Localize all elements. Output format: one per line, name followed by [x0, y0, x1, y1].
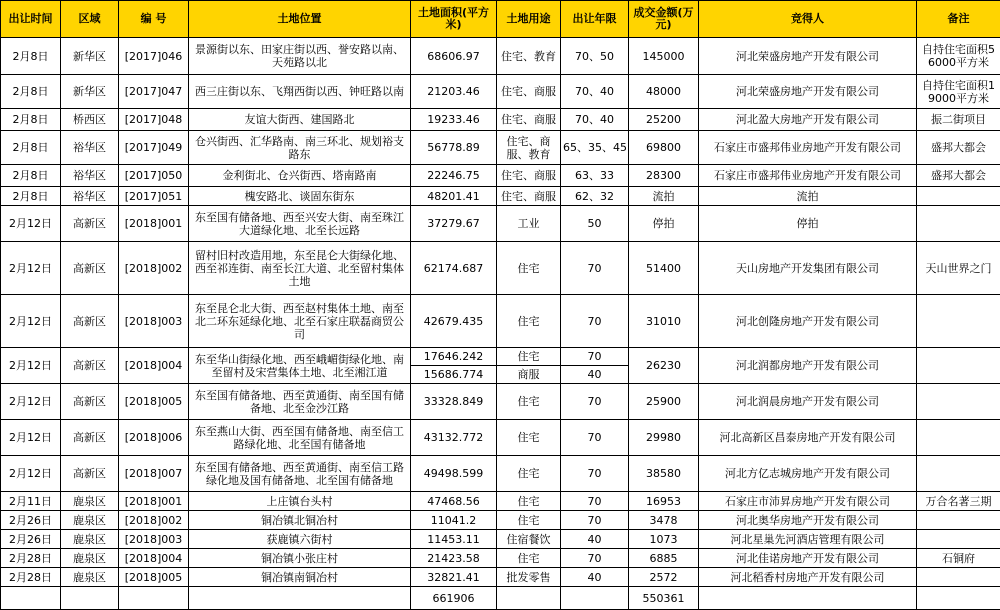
table-row	[1, 568, 1000, 587]
cell-buyer: 河北方亿志城房地产开发有限公司	[699, 456, 917, 492]
cell-term: 40	[561, 568, 629, 587]
table-row	[1, 75, 1000, 109]
cell-area: 新华区	[61, 38, 119, 75]
cell-size: 17646.242	[411, 348, 496, 366]
cell-price: 26230	[629, 348, 699, 384]
cell-term: 70、40	[561, 109, 629, 131]
cell-date: 2月8日	[1, 109, 61, 131]
cell-note: 盛邦大都会	[917, 165, 1000, 187]
cell-buyer: 河北荣盛房地产开发有限公司	[699, 75, 917, 109]
cell-note: 自持住宅面积56000平方米	[917, 38, 1000, 75]
cell-term: 70	[561, 242, 629, 295]
cell-use: 住宅	[497, 549, 561, 568]
cell-use: 住宅	[497, 295, 561, 348]
cell-location: 东至国有储备地、西至黄通街、南至信工路绿化地及国有储备地、北至国有储备地	[189, 456, 411, 492]
cell-price: 25900	[629, 384, 699, 420]
cell-note	[917, 511, 1000, 530]
cell-note: 振二街项目	[917, 109, 1000, 131]
cell-location: 东至华山街绿化地、西至峨嵋街绿化地、南至留村及宋营集体土地、北至湘江道	[189, 348, 411, 384]
cell-price: 16953	[629, 492, 699, 511]
cell-use: 住宅	[497, 384, 561, 420]
table-row	[1, 295, 1000, 348]
cell-buyer: 石家庄市盛邦伟业房地产开发有限公司	[699, 131, 917, 165]
cell-date: 2月12日	[1, 384, 61, 420]
total-price: 550361	[629, 587, 699, 610]
cell-term: 63、33	[561, 165, 629, 187]
cell-note	[917, 420, 1000, 456]
cell-term-split	[561, 348, 629, 384]
cell-use: 住宿餐饮	[497, 530, 561, 549]
cell-price: 38580	[629, 456, 699, 492]
cell-area: 裕华区	[61, 131, 119, 165]
cell-buyer: 天山房地产开发集团有限公司	[699, 242, 917, 295]
cell-code: [2017]048	[119, 109, 189, 131]
cell-term: 70	[561, 456, 629, 492]
cell-use: 住宅、商服	[497, 109, 561, 131]
cell-code: [2018]003	[119, 530, 189, 549]
cell-buyer: 停拍	[699, 206, 917, 242]
cell-note	[917, 384, 1000, 420]
cell-code: [2017]050	[119, 165, 189, 187]
cell-date: 2月12日	[1, 295, 61, 348]
cell-use: 商服	[497, 366, 560, 384]
cell-note	[917, 187, 1000, 206]
cell-term: 70	[561, 384, 629, 420]
header-use: 土地用途	[497, 1, 561, 38]
cell-area: 新华区	[61, 75, 119, 109]
cell-buyer: 河北创隆房地产开发有限公司	[699, 295, 917, 348]
table-row	[1, 456, 1000, 492]
table-row	[1, 511, 1000, 530]
table-row	[1, 165, 1000, 187]
cell-area: 高新区	[61, 348, 119, 384]
cell-size: 42679.435	[411, 295, 497, 348]
cell-area: 高新区	[61, 456, 119, 492]
cell-buyer: 石家庄市盛邦伟业房地产开发有限公司	[699, 165, 917, 187]
cell-location: 上庄镇台头村	[189, 492, 411, 511]
cell-use: 工业	[497, 206, 561, 242]
cell-note: 盛邦大都会	[917, 131, 1000, 165]
table-row	[1, 187, 1000, 206]
table-row	[1, 384, 1000, 420]
cell-date: 2月12日	[1, 206, 61, 242]
cell-price: 29980	[629, 420, 699, 456]
cell-date: 2月12日	[1, 456, 61, 492]
table-row	[1, 131, 1000, 165]
cell-size-split	[411, 348, 497, 384]
cell-date: 2月12日	[1, 348, 61, 384]
cell-location: 铜冶镇北铜冶村	[189, 511, 411, 530]
table-row	[1, 38, 1000, 75]
cell-code: [2018]001	[119, 492, 189, 511]
cell-size: 62174.687	[411, 242, 497, 295]
cell-term: 70、50	[561, 38, 629, 75]
cell-location: 西三庄街以东、飞翔西街以西、钟旺路以南	[189, 75, 411, 109]
cell-buyer: 流拍	[699, 187, 917, 206]
cell-location: 获鹿镇六街村	[189, 530, 411, 549]
cell-location: 东至国有储备地、西至兴安大街、南至珠江大道绿化地、北至长远路	[189, 206, 411, 242]
cell-code: [2018]001	[119, 206, 189, 242]
cell-date: 2月8日	[1, 165, 61, 187]
cell-area: 高新区	[61, 420, 119, 456]
cell-size: 68606.97	[411, 38, 497, 75]
cell-term: 70	[561, 511, 629, 530]
cell-use: 住宅	[497, 492, 561, 511]
cell-use: 住宅、商服	[497, 187, 561, 206]
cell-size: 21423.58	[411, 549, 497, 568]
header-date: 出让时间	[1, 1, 61, 38]
cell-price: 2572	[629, 568, 699, 587]
cell-buyer: 河北润都房地产开发有限公司	[699, 348, 917, 384]
cell-location: 金利街北、仓兴街西、塔南路南	[189, 165, 411, 187]
cell-term: 40	[561, 530, 629, 549]
header-note: 备注	[917, 1, 1000, 38]
cell-term: 65、35、45	[561, 131, 629, 165]
table-row	[1, 348, 1000, 384]
cell-location: 槐安路北、谈固东街东	[189, 187, 411, 206]
cell-date: 2月8日	[1, 131, 61, 165]
cell-date: 2月8日	[1, 38, 61, 75]
cell-area: 鹿泉区	[61, 568, 119, 587]
table-row	[1, 530, 1000, 549]
table-row	[1, 492, 1000, 511]
cell-size: 56778.89	[411, 131, 497, 165]
cell-location: 东至昆仑北大街、西至赵村集体土地、南至北二环东延绿化地、北至石家庄联磊商贸公司	[189, 295, 411, 348]
cell-buyer: 河北润晨房地产开发有限公司	[699, 384, 917, 420]
cell-date: 2月11日	[1, 492, 61, 511]
cell-code: [2018]002	[119, 242, 189, 295]
cell-code: [2018]003	[119, 295, 189, 348]
table-row	[1, 206, 1000, 242]
cell-price: 69800	[629, 131, 699, 165]
cell-area: 高新区	[61, 384, 119, 420]
cell-buyer: 河北奥华房地产开发有限公司	[699, 511, 917, 530]
table-row	[1, 242, 1000, 295]
cell-area: 鹿泉区	[61, 511, 119, 530]
cell-note: 万合名著三期	[917, 492, 1000, 511]
cell-code: [2018]006	[119, 420, 189, 456]
cell-use: 住宅、教育	[497, 38, 561, 75]
cell-price: 3478	[629, 511, 699, 530]
cell-term: 70	[561, 492, 629, 511]
header-buyer: 竞得人	[699, 1, 917, 38]
cell-location: 仓兴街西、汇华路南、南三环北、规划裕支路东	[189, 131, 411, 165]
cell-size: 11453.11	[411, 530, 497, 549]
cell-size: 11041.2	[411, 511, 497, 530]
cell-use: 住宅、商服	[497, 165, 561, 187]
cell-buyer: 河北佳诺房地产开发有限公司	[699, 549, 917, 568]
cell-code: [2017]049	[119, 131, 189, 165]
cell-use: 住宅	[497, 348, 560, 366]
cell-date: 2月26日	[1, 530, 61, 549]
cell-area: 高新区	[61, 295, 119, 348]
cell-note: 天山世界之门	[917, 242, 1000, 295]
cell-area: 高新区	[61, 206, 119, 242]
cell-code: [2018]002	[119, 511, 189, 530]
cell-term: 50	[561, 206, 629, 242]
cell-buyer: 河北稻香村房地产开发有限公司	[699, 568, 917, 587]
cell-code: [2018]007	[119, 456, 189, 492]
cell-price: 流拍	[629, 187, 699, 206]
cell-term: 70、40	[561, 75, 629, 109]
totals-row	[1, 587, 1000, 610]
cell-note	[917, 348, 1000, 384]
cell-location: 东至国有储备地、西至黄通街、南至国有储备地、北至金沙江路	[189, 384, 411, 420]
cell-price: 31010	[629, 295, 699, 348]
cell-use: 住宅、商服、教育	[497, 131, 561, 165]
cell-size: 21203.46	[411, 75, 497, 109]
cell-use-split	[497, 348, 561, 384]
table-row	[1, 109, 1000, 131]
cell-note	[917, 295, 1000, 348]
cell-term: 70	[561, 549, 629, 568]
cell-location: 铜冶镇小张庄村	[189, 549, 411, 568]
cell-location: 东至燕山大街、西至国有储备地、南至信工路绿化地、北至国有储备地	[189, 420, 411, 456]
cell-date: 2月8日	[1, 75, 61, 109]
cell-date: 2月28日	[1, 568, 61, 587]
cell-size: 15686.774	[411, 366, 496, 384]
header-size: 土地面积(平方米)	[411, 1, 497, 38]
header-code: 编 号	[119, 1, 189, 38]
cell-term: 70	[561, 295, 629, 348]
cell-price: 28300	[629, 165, 699, 187]
cell-date: 2月12日	[1, 242, 61, 295]
cell-note	[917, 456, 1000, 492]
cell-location: 留村旧村改造用地，东至昆仑大街绿化地、西至祁连街、南至长江大道、北至留村集体土地	[189, 242, 411, 295]
cell-size: 49498.599	[411, 456, 497, 492]
cell-buyer: 河北盈大房地产开发有限公司	[699, 109, 917, 131]
cell-note	[917, 206, 1000, 242]
cell-use: 住宅、商服	[497, 75, 561, 109]
cell-area: 鹿泉区	[61, 492, 119, 511]
cell-size: 47468.56	[411, 492, 497, 511]
cell-note: 自持住宅面积19000平方米	[917, 75, 1000, 109]
cell-buyer: 河北星巢先河酒店管理有限公司	[699, 530, 917, 549]
cell-price: 1073	[629, 530, 699, 549]
header-area: 区域	[61, 1, 119, 38]
cell-buyer: 河北荣盛房地产开发有限公司	[699, 38, 917, 75]
cell-use: 住宅	[497, 420, 561, 456]
cell-location: 友谊大街西、建国路北	[189, 109, 411, 131]
cell-area: 裕华区	[61, 187, 119, 206]
cell-size: 43132.772	[411, 420, 497, 456]
cell-area: 鹿泉区	[61, 549, 119, 568]
cell-term: 62、32	[561, 187, 629, 206]
cell-code: [2018]005	[119, 568, 189, 587]
cell-size: 33328.849	[411, 384, 497, 420]
cell-location: 铜冶镇南铜冶村	[189, 568, 411, 587]
cell-code: [2018]004	[119, 549, 189, 568]
cell-price: 6885	[629, 549, 699, 568]
cell-date: 2月28日	[1, 549, 61, 568]
table-row	[1, 420, 1000, 456]
cell-code: [2018]004	[119, 348, 189, 384]
cell-date: 2月8日	[1, 187, 61, 206]
cell-buyer: 石家庄市沛昇房地产开发有限公司	[699, 492, 917, 511]
cell-area: 桥西区	[61, 109, 119, 131]
cell-size: 22246.75	[411, 165, 497, 187]
cell-note	[917, 568, 1000, 587]
cell-note: 石铜府	[917, 549, 1000, 568]
cell-code: [2018]005	[119, 384, 189, 420]
cell-code: [2017]047	[119, 75, 189, 109]
cell-location: 景源街以东、田家庄街以西、誉安路以南、天苑路以北	[189, 38, 411, 75]
cell-use: 住宅	[497, 242, 561, 295]
cell-use: 批发零售	[497, 568, 561, 587]
total-size: 661906	[411, 587, 497, 610]
cell-size: 32821.41	[411, 568, 497, 587]
cell-term: 70	[561, 348, 628, 366]
cell-price: 145000	[629, 38, 699, 75]
cell-buyer: 河北高新区昌泰房地产开发有限公司	[699, 420, 917, 456]
header-location: 土地位置	[189, 1, 411, 38]
cell-size: 19233.46	[411, 109, 497, 131]
cell-code: [2017]046	[119, 38, 189, 75]
cell-price: 停拍	[629, 206, 699, 242]
cell-date: 2月12日	[1, 420, 61, 456]
cell-price: 51400	[629, 242, 699, 295]
header-price: 成交金额(万元)	[629, 1, 699, 38]
cell-date: 2月26日	[1, 511, 61, 530]
cell-area: 高新区	[61, 242, 119, 295]
cell-code: [2017]051	[119, 187, 189, 206]
header-term: 出让年限	[561, 1, 629, 38]
cell-use: 住宅	[497, 511, 561, 530]
cell-area: 鹿泉区	[61, 530, 119, 549]
cell-price: 48000	[629, 75, 699, 109]
cell-area: 裕华区	[61, 165, 119, 187]
cell-term: 40	[561, 366, 628, 384]
cell-use: 住宅	[497, 456, 561, 492]
header-row	[1, 1, 1000, 38]
cell-size: 48201.41	[411, 187, 497, 206]
cell-price: 25200	[629, 109, 699, 131]
cell-term: 70	[561, 420, 629, 456]
table-row	[1, 549, 1000, 568]
cell-size: 37279.67	[411, 206, 497, 242]
cell-note	[917, 530, 1000, 549]
